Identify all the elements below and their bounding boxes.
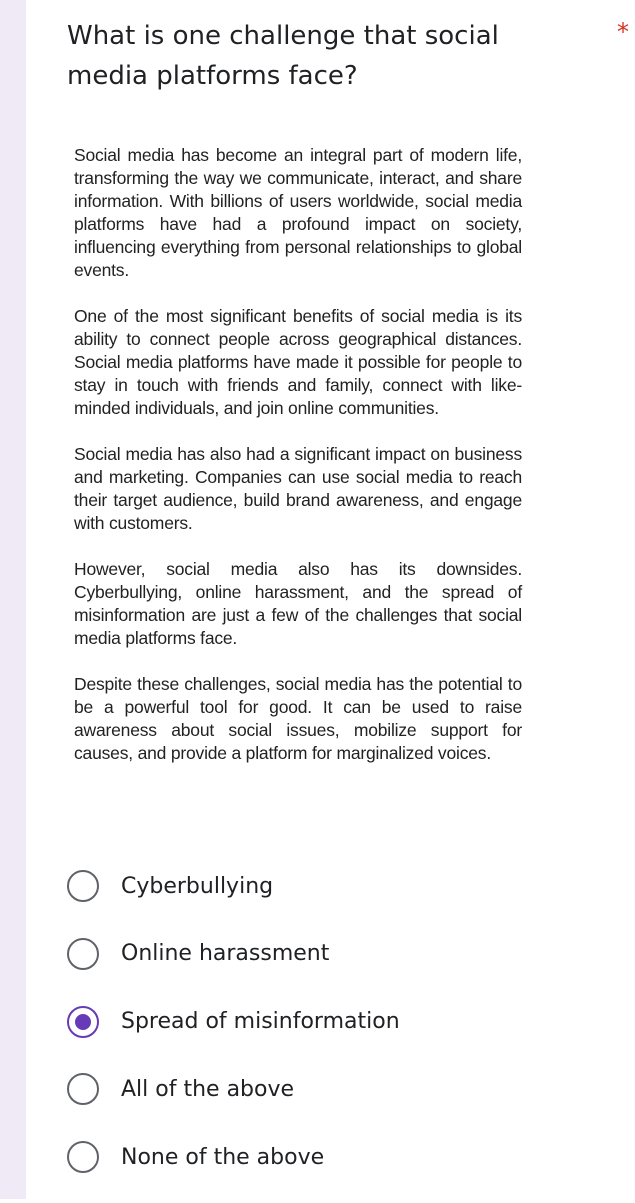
option-spread-of-misinformation[interactable] xyxy=(67,1000,607,1044)
option-cyberbullying[interactable] xyxy=(67,864,607,908)
passage-image xyxy=(74,144,522,788)
required-asterisk: * xyxy=(617,18,629,46)
radio-button-spread-of-misinformation[interactable] xyxy=(67,1006,99,1038)
radio-button-online-harassment[interactable] xyxy=(67,938,99,970)
passage-paragraph: Despite these challenges, social media has the potential to be a powerful tool for good. It can be used to raise awareness about social issues, mobilize support for causes, and provide a platform for marginalized voices. xyxy=(74,674,522,763)
form-side-strip xyxy=(0,0,26,1199)
option-none-of-the-above[interactable] xyxy=(67,1135,607,1179)
option-label: None of the above xyxy=(121,1144,325,1170)
passage-paragraph: Social media has also had a significant impact on business and marketing. Companies can use social media to reach their target audience, build brand awareness, and engage with customers. xyxy=(74,444,522,533)
radio-group xyxy=(67,864,607,1203)
radio-button-none-of-the-above[interactable] xyxy=(67,1141,99,1173)
radio-selected-dot-icon xyxy=(75,1014,91,1030)
radio-button-cyberbullying[interactable] xyxy=(67,870,99,902)
passage-paragraph: However, social media also has its downsides. Cyberbullying, online harassment, and the spread of misinformation are just a few of the challenges that social media platforms face. xyxy=(74,559,522,648)
option-label: Cyberbullying xyxy=(121,873,274,899)
option-label: Spread of misinformation xyxy=(121,1009,400,1034)
option-online-harassment[interactable] xyxy=(67,932,607,976)
passage-paragraph: One of the most significant benefits of social media is its ability to connect people across geographical distances. Social media platforms have made it possible for people to stay in touch with friends and family, connect with like-minded individuals, and join online communities. xyxy=(74,306,522,418)
option-label: All of the above xyxy=(121,1076,295,1102)
passage-paragraph: Social media has become an integral part of modern life, transforming the way we communicate, interact, and share information. With billions of users worldwide, social media platforms have had a profound impact on society, influencing everything from personal relationships to global events. xyxy=(74,145,522,280)
question-title: What is one challenge that social media platforms face? xyxy=(67,21,499,91)
option-label: Online harassment xyxy=(121,941,330,967)
radio-button-all-of-the-above[interactable] xyxy=(67,1073,99,1105)
option-all-of-the-above[interactable] xyxy=(67,1067,607,1111)
